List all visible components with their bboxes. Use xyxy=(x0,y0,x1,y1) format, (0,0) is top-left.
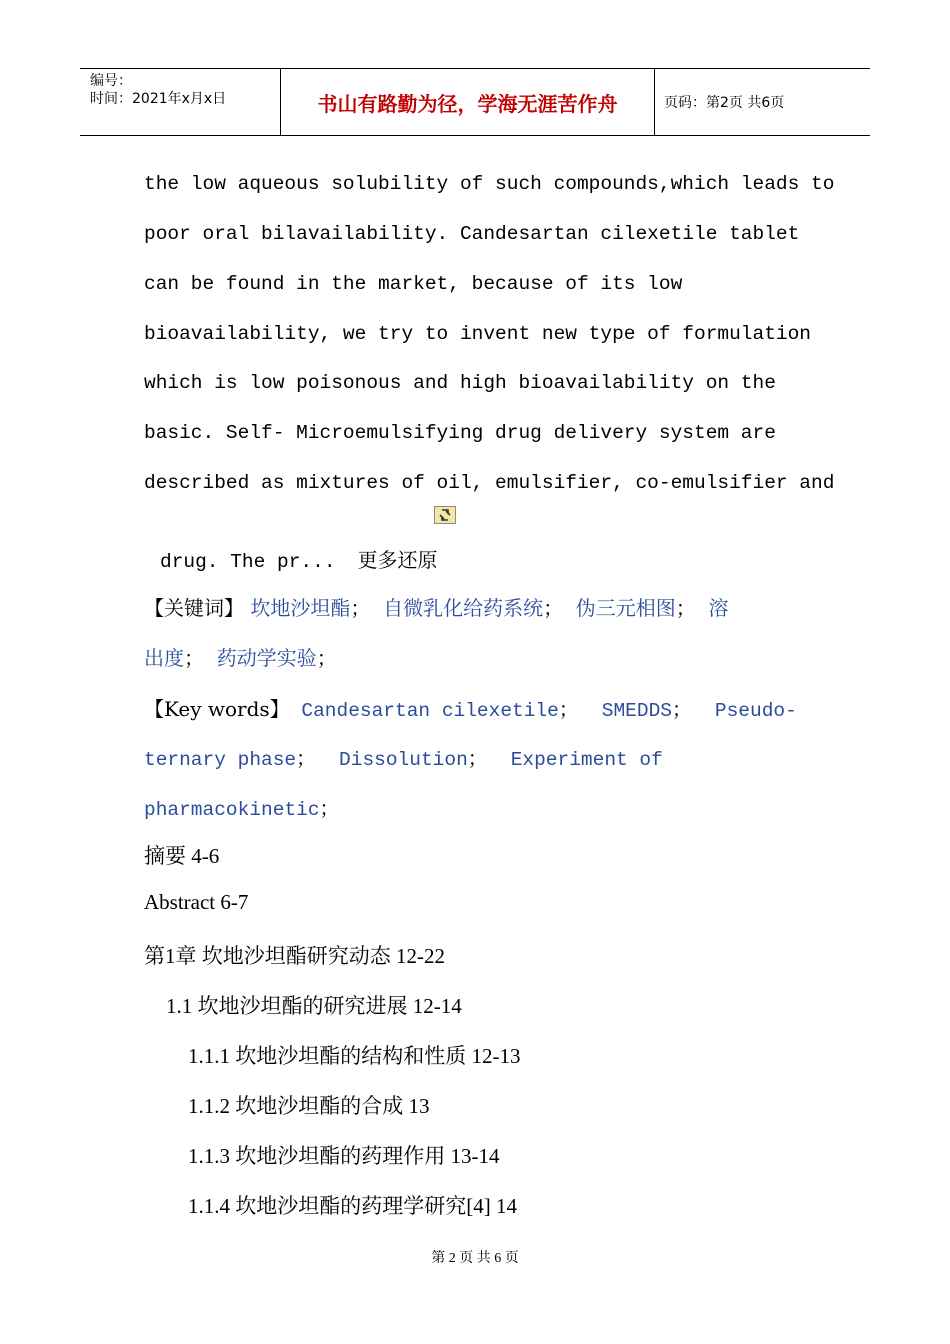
time-label: 时间：2021年x月x日 xyxy=(90,91,227,107)
keyword-link[interactable]: pharmacokinetic xyxy=(144,799,320,821)
abstract-truncated-text: drug. The pr... xyxy=(160,551,336,573)
header-meta xyxy=(80,69,281,135)
toc-entry[interactable]: 摘要 4-6 xyxy=(144,844,220,868)
expand-icon[interactable] xyxy=(434,506,456,524)
keywords-en-line-1 xyxy=(144,693,797,722)
keyword-link[interactable]: 坎地沙坦酯 xyxy=(250,596,351,620)
keyword-sep: ； xyxy=(184,646,204,670)
toc-entry[interactable]: 1.1.3 坎地沙坦酯的药理作用 13-14 xyxy=(188,1144,500,1168)
keyword-link[interactable]: 溶 xyxy=(708,596,729,620)
toc-entry[interactable]: 1.1.2 坎地沙坦酯的合成 13 xyxy=(188,1094,430,1118)
abstract-line: described as mixtures of oil, emulsifier, co-emulsifier and xyxy=(144,472,835,494)
keyword-sep: ； xyxy=(675,596,696,620)
toc-entry[interactable]: 1.1.1 坎地沙坦酯的结构和性质 12-13 xyxy=(188,1044,521,1068)
keyword-sep: ； xyxy=(316,646,337,670)
header-table xyxy=(80,68,870,136)
abstract-line: can be found in the market, because of its low xyxy=(144,273,683,295)
header-motto: 书山有路勤为径，学海无涯苦作舟 xyxy=(281,69,655,135)
keyword-sep: ； xyxy=(319,799,340,821)
keyword-sep: ； xyxy=(543,596,564,620)
keyword-link[interactable]: ternary phase xyxy=(144,749,297,771)
keyword-sep: ； xyxy=(671,700,692,722)
more-link[interactable]: 更多还原 xyxy=(357,548,438,572)
keyword-link[interactable]: 伪三元相图 xyxy=(575,596,676,620)
keywords-en-label: 【Key words】 xyxy=(144,697,290,721)
keywords-en-line-3 xyxy=(144,793,339,821)
abstract-last-line xyxy=(144,526,438,591)
toc-entry[interactable]: 第1章 坎地沙坦酯研究动态 12-22 xyxy=(144,944,445,968)
keyword-sep: ； xyxy=(558,700,579,722)
number-label: 编号： xyxy=(90,73,132,89)
abstract-line: poor oral bilavailability. Candesartan cilexetile tablet xyxy=(144,223,800,245)
page-footer: 第 2 页 共 6 页 xyxy=(431,1251,519,1266)
toc-entry[interactable]: Abstract 6-7 xyxy=(144,890,249,914)
keywords-en-line-2 xyxy=(144,743,663,771)
toc-entry[interactable]: 1.1 坎地沙坦酯的研究进展 12-14 xyxy=(166,994,462,1018)
keyword-sep: ； xyxy=(467,749,488,771)
keyword-sep: ； xyxy=(350,596,371,620)
keyword-link[interactable]: SMEDDS xyxy=(601,700,672,722)
keywords-cn-label: 【关键词】 xyxy=(144,596,244,620)
keyword-link[interactable]: Experiment of xyxy=(510,749,663,771)
abstract-line: the low aqueous solubility of such compounds,which leads to xyxy=(144,173,835,195)
keywords-cn-line-1 xyxy=(144,592,729,621)
keyword-link[interactable]: Pseudo- xyxy=(714,700,797,722)
abstract-line: basic. Self- Microemulsifying drug delivery system are xyxy=(144,422,776,444)
abstract-line: which is low poisonous and high bioavailability on the xyxy=(144,372,776,394)
header-page-label: 页码：第2页 共6页 xyxy=(664,95,785,111)
toc-entry[interactable]: 1.1.4 坎地沙坦酯的药理学研究[4] 14 xyxy=(188,1194,517,1218)
keyword-link[interactable]: Dissolution xyxy=(339,749,468,771)
keyword-link[interactable]: 药动学实验 xyxy=(216,646,317,670)
keyword-link[interactable]: Candesartan cilexetile xyxy=(301,700,559,722)
keyword-link[interactable]: 自微乳化给药系统 xyxy=(383,596,544,620)
keyword-sep: ； xyxy=(296,749,316,771)
keyword-link[interactable]: 出度 xyxy=(144,646,184,670)
keywords-cn-line-2 xyxy=(144,642,337,671)
abstract-line: bioavailability, we try to invent new type of formulation xyxy=(144,323,812,345)
